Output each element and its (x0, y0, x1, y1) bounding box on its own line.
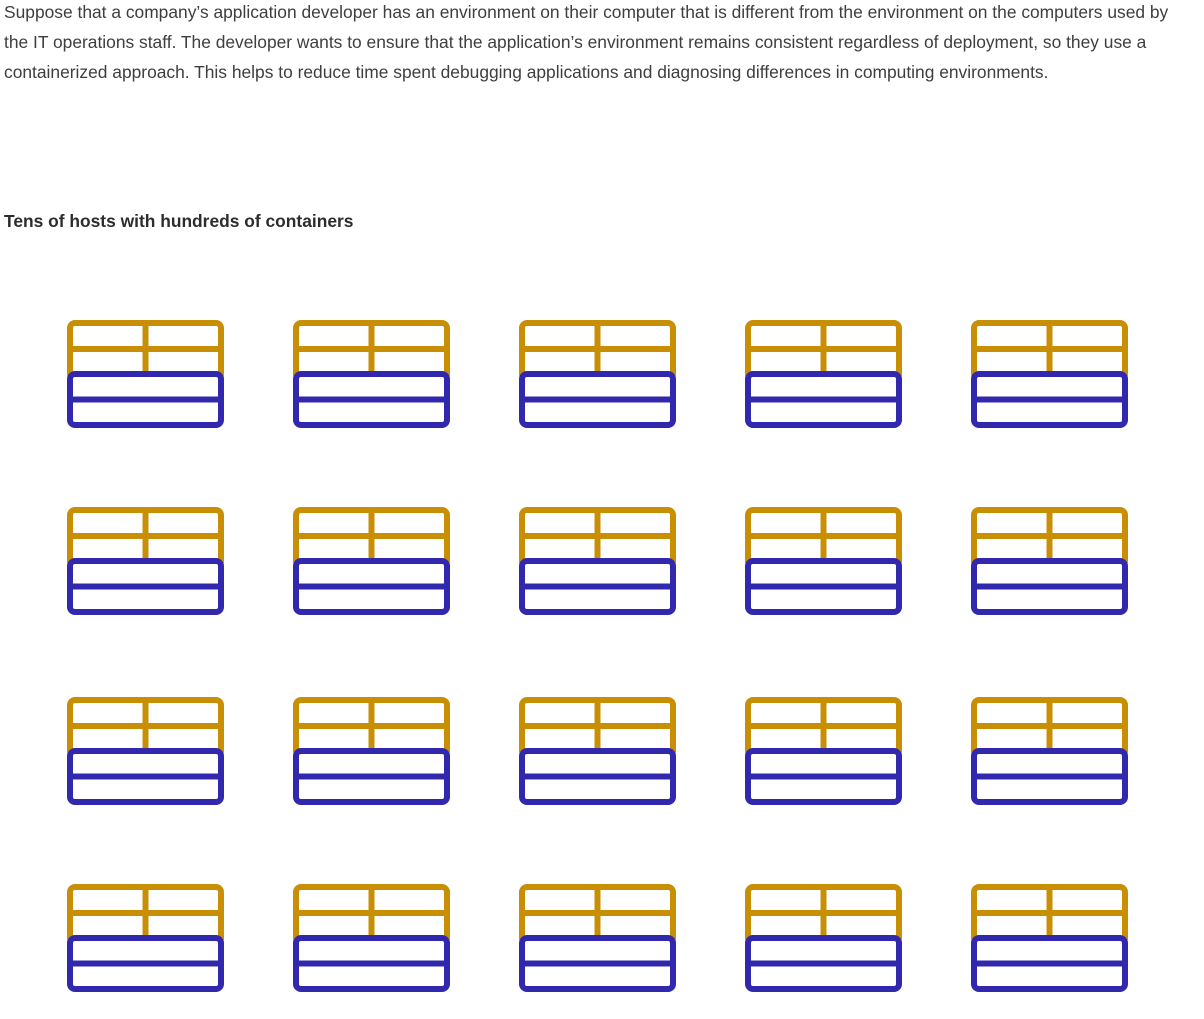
containers-shape (748, 510, 899, 566)
containers-shape (70, 323, 221, 379)
host-shape (522, 561, 673, 612)
containers-shape (296, 700, 447, 756)
intro-paragraph: Suppose that a company’s application developer has an environment on their computer that is different from the environment on the computers used by the IT operations staff. The developer wants to ensure that the application’s environment remains consistent regardless of deployment, so they use a containerized approach. This helps to reduce time spent debugging applications and diagnosing differences in computing environments. (4, 2, 1169, 82)
container-host-icon-graphic (970, 882, 1130, 994)
container-host-icon-graphic (66, 695, 226, 807)
host-shape (70, 561, 221, 612)
host-shape (748, 751, 899, 802)
containers-shape (974, 510, 1125, 566)
container-host-icon-graphic (292, 318, 452, 430)
container-host-icon-graphic (744, 882, 904, 994)
containers-shape (974, 887, 1125, 943)
container-host-icon (970, 505, 1130, 617)
container-host-icon (744, 505, 904, 617)
container-host-icon (518, 695, 678, 807)
containers-shape (70, 700, 221, 756)
container-host-icon-graphic (744, 318, 904, 430)
container-host-icon-graphic (292, 882, 452, 994)
host-shape (974, 751, 1125, 802)
container-host-icon-graphic (518, 882, 678, 994)
figure-heading: Tens of hosts with hundreds of containers (4, 211, 354, 231)
container-host-icon (66, 882, 226, 994)
containers-shape (522, 700, 673, 756)
containers-shape (296, 887, 447, 943)
host-shape (748, 938, 899, 989)
container-host-icon (970, 882, 1130, 994)
container-host-icon-graphic (744, 695, 904, 807)
host-shape (70, 751, 221, 802)
container-host-icon-graphic (518, 318, 678, 430)
container-host-icon (518, 882, 678, 994)
host-shape (296, 751, 447, 802)
containers-shape (748, 887, 899, 943)
container-host-icon (744, 695, 904, 807)
containers-shape (974, 323, 1125, 379)
host-shape (748, 561, 899, 612)
containers-shape (748, 700, 899, 756)
container-host-icon (66, 695, 226, 807)
host-shape (522, 751, 673, 802)
host-shape (296, 938, 447, 989)
container-host-icon-graphic (970, 318, 1130, 430)
container-host-icon-graphic (66, 505, 226, 617)
container-host-icon-graphic (744, 505, 904, 617)
container-host-icon (518, 505, 678, 617)
host-shape (70, 938, 221, 989)
container-host-icon-graphic (66, 882, 226, 994)
container-host-icon (292, 318, 452, 430)
host-shape (974, 561, 1125, 612)
host-shape (70, 374, 221, 425)
container-host-icon (66, 318, 226, 430)
host-shape (748, 374, 899, 425)
containers-shape (296, 323, 447, 379)
container-host-icon (518, 318, 678, 430)
container-host-icon (744, 882, 904, 994)
container-host-icon-graphic (518, 505, 678, 617)
containers-shape (296, 510, 447, 566)
host-shape (522, 938, 673, 989)
host-shape (296, 374, 447, 425)
host-shape (296, 561, 447, 612)
container-host-icon (970, 318, 1130, 430)
host-shape (974, 374, 1125, 425)
containers-shape (522, 510, 673, 566)
container-host-icon (66, 505, 226, 617)
containers-shape (70, 887, 221, 943)
container-host-icon (744, 318, 904, 430)
container-host-icon (292, 505, 452, 617)
container-host-icon-graphic (970, 695, 1130, 807)
host-shape (522, 374, 673, 425)
container-host-icon-graphic (292, 695, 452, 807)
container-host-icon (292, 695, 452, 807)
containers-shape (522, 323, 673, 379)
container-host-icon-graphic (970, 505, 1130, 617)
container-host-icon-graphic (292, 505, 452, 617)
container-host-icon (292, 882, 452, 994)
host-shape (974, 938, 1125, 989)
containers-shape (522, 887, 673, 943)
containers-shape (70, 510, 221, 566)
container-host-icon-graphic (518, 695, 678, 807)
containers-shape (748, 323, 899, 379)
container-host-icon (970, 695, 1130, 807)
container-host-icon-graphic (66, 318, 226, 430)
containers-shape (974, 700, 1125, 756)
